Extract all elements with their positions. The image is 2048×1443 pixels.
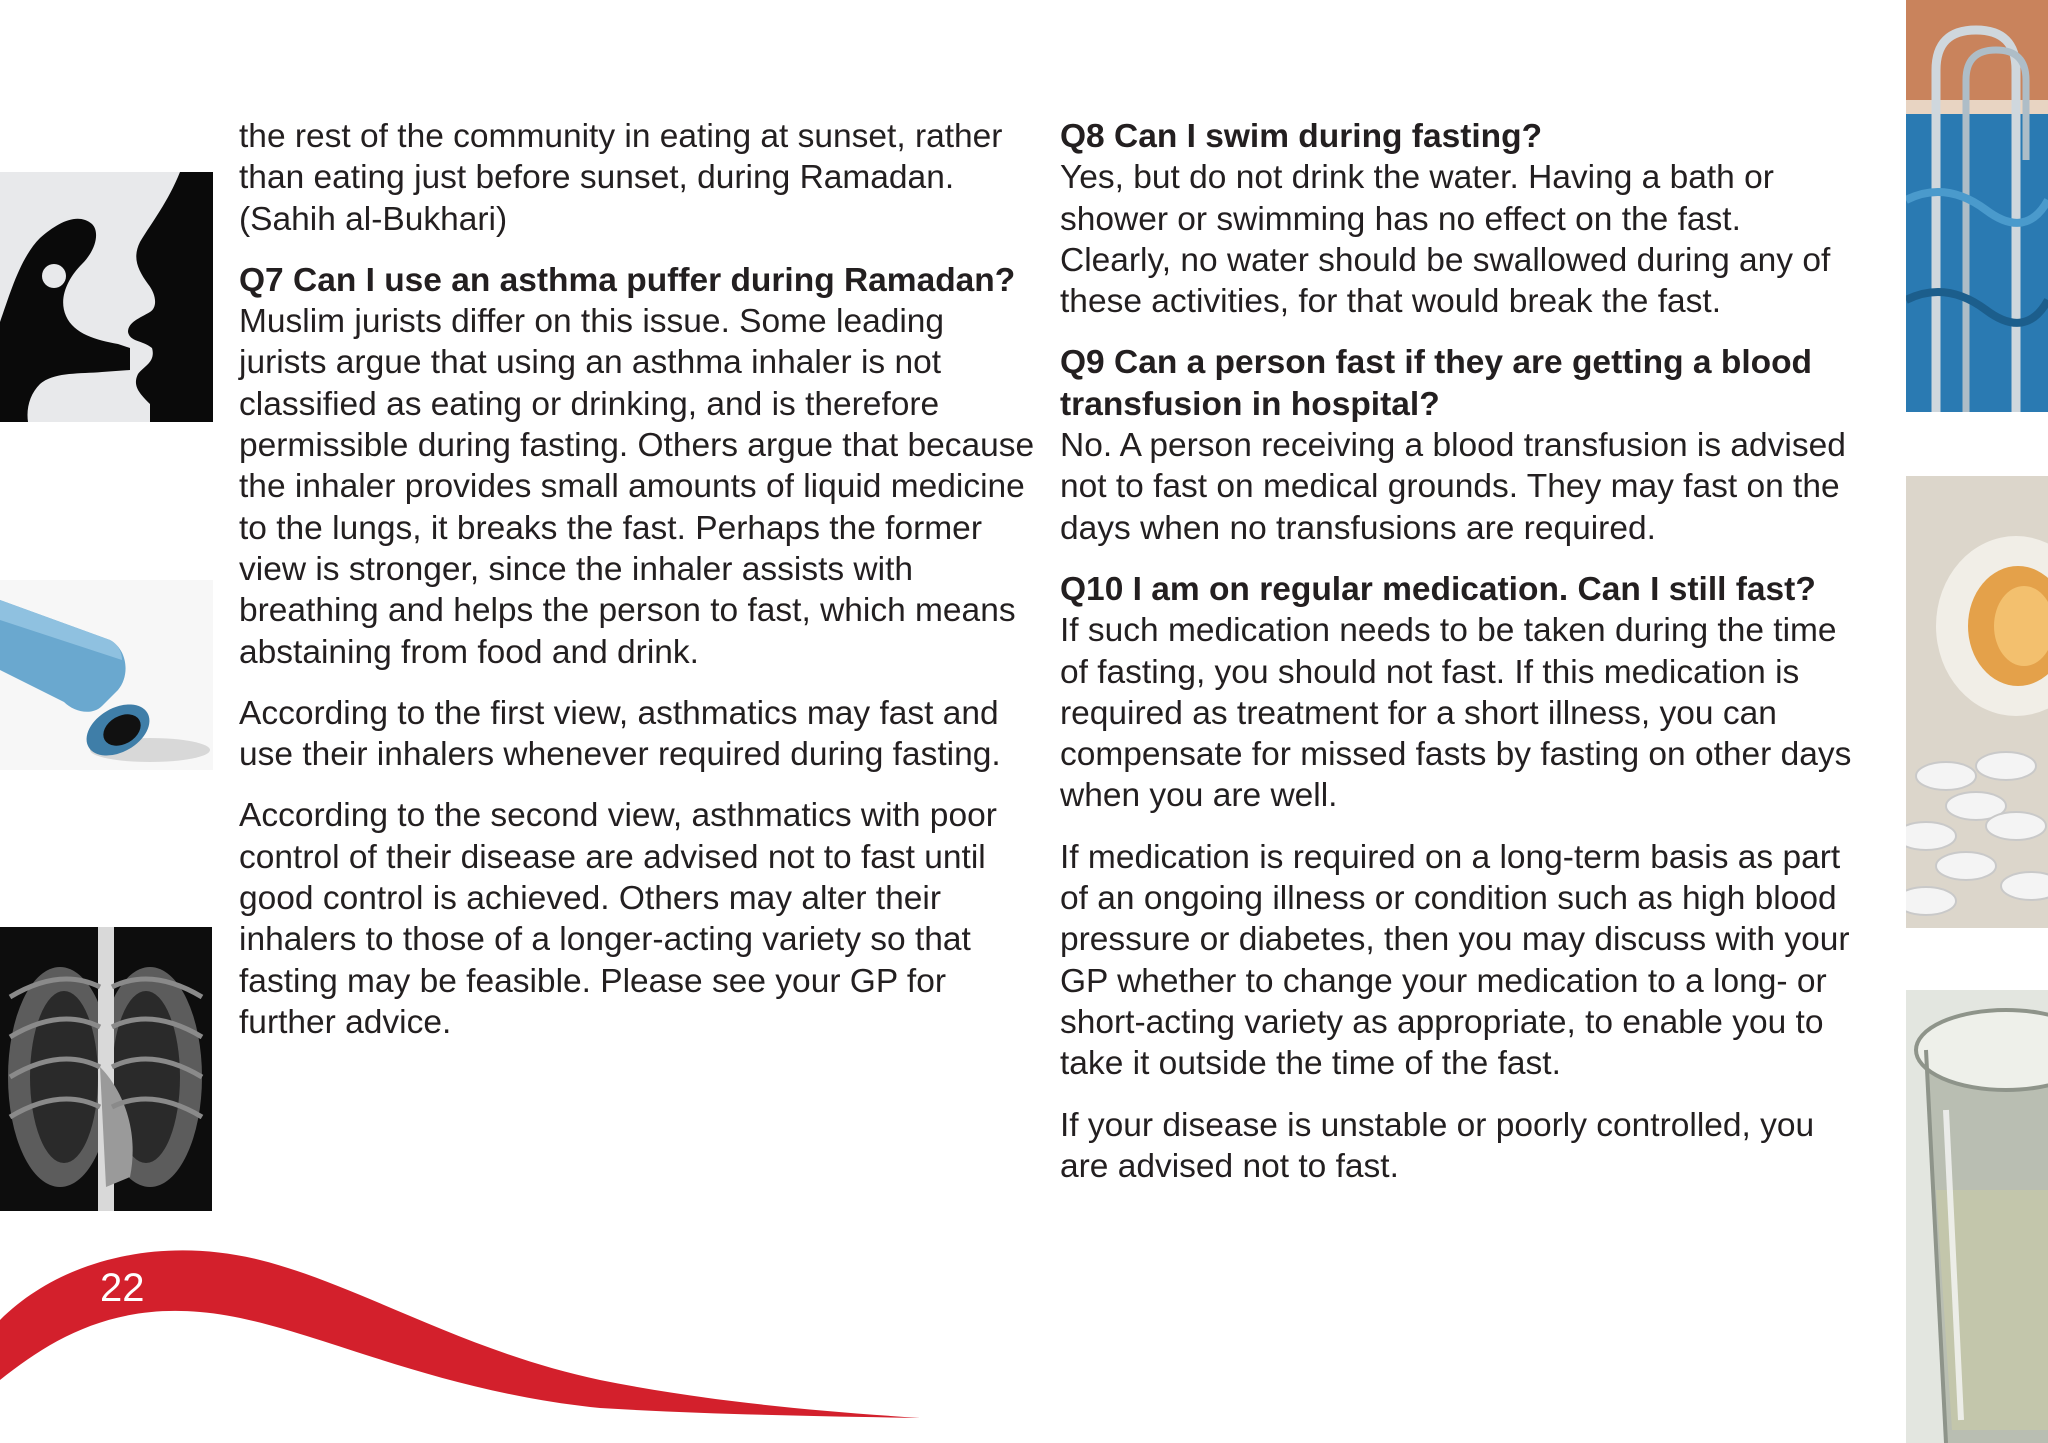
swimming-pool-image <box>1906 0 2048 412</box>
asthma-puffer-image <box>0 172 213 422</box>
right-column <box>1060 116 1860 1207</box>
q8-answer: Yes, but do not drink the water. Having a bath or shower or swimming has no effect on the fast. Clearly, no water should be swallowed during any of these activities, for that would break the fast. <box>1060 159 1831 321</box>
q10-heading: Q10 I am on regular medication. Can I still fast? <box>1060 570 1816 608</box>
q9-answer: No. A person receiving a blood transfusion is advised not to fast on medical grounds. They may fast on the days when no transfusions are required. <box>1060 427 1846 547</box>
red-swoosh-decoration <box>0 1240 1000 1443</box>
inhaler-image <box>0 580 213 770</box>
q7-heading: Q7 Can I use an asthma puffer during Ramadan? <box>239 261 1016 299</box>
page-number: 22 <box>100 1266 145 1310</box>
first-view-paragraph: According to the first view, asthmatics may fast and use their inhalers whenever required during fasting. <box>239 694 1001 774</box>
q10-answer: If such medication needs to be taken during the time of fasting, you should not fast. If this medication is required as treatment for a short illness, you can compensate for missed fasts by fasting on other days when you are well. <box>1060 612 1852 815</box>
q9-heading: Q9 Can a person fast if they are getting a blood transfusion in hospital? <box>1060 344 1813 423</box>
unstable-disease-paragraph: If your disease is unstable or poorly controlled, you are advised not to fast. <box>1060 1106 1815 1185</box>
q7-block <box>239 260 1039 673</box>
q9-block <box>1060 342 1860 548</box>
q7-answer: Muslim jurists differ on this issue. Some leading jurists argue that using an asthma inhaler is not classified as eating or drinking, and is therefore permissible during fasting. Others argue that because the inhaler provides small amounts of liquid medicine to the lungs, it breaks the fast. Perhaps the former view is stronger, since the inhaler assists with breathing and helps the person to fast, which means abstaining from food and drink. <box>239 303 1035 671</box>
q8-heading: Q8 Can I swim during fasting? <box>1060 118 1543 155</box>
pills-image <box>1906 476 2048 928</box>
left-column <box>239 116 1039 1063</box>
long-term-medication-paragraph: If medication is required on a long-term basis as part of an ongoing illness or condition such as high blood pressure or diabetes, then you may discuss with your GP whether to change your medication to a long- or short-acting variety as appropriate, to enable you to take it outside the time of the fast. <box>1060 838 1850 1083</box>
q10-block <box>1060 569 1860 817</box>
intro-paragraph: the rest of the community in eating at sunset, rather than eating just before sunset, during Ramadan. (Sahih al-Bukhari) <box>239 118 1003 238</box>
second-view-paragraph: According to the second view, asthmatics with poor control of their disease are advised not to fast until good control is achieved. Others may alter their inhalers to those of a longer-acting variety so that fasting may be feasible. Please see your GP for further advice. <box>239 797 997 1041</box>
chest-xray-image <box>0 927 212 1211</box>
q8-block <box>1060 116 1860 322</box>
glass-of-water-image <box>1906 990 2048 1443</box>
